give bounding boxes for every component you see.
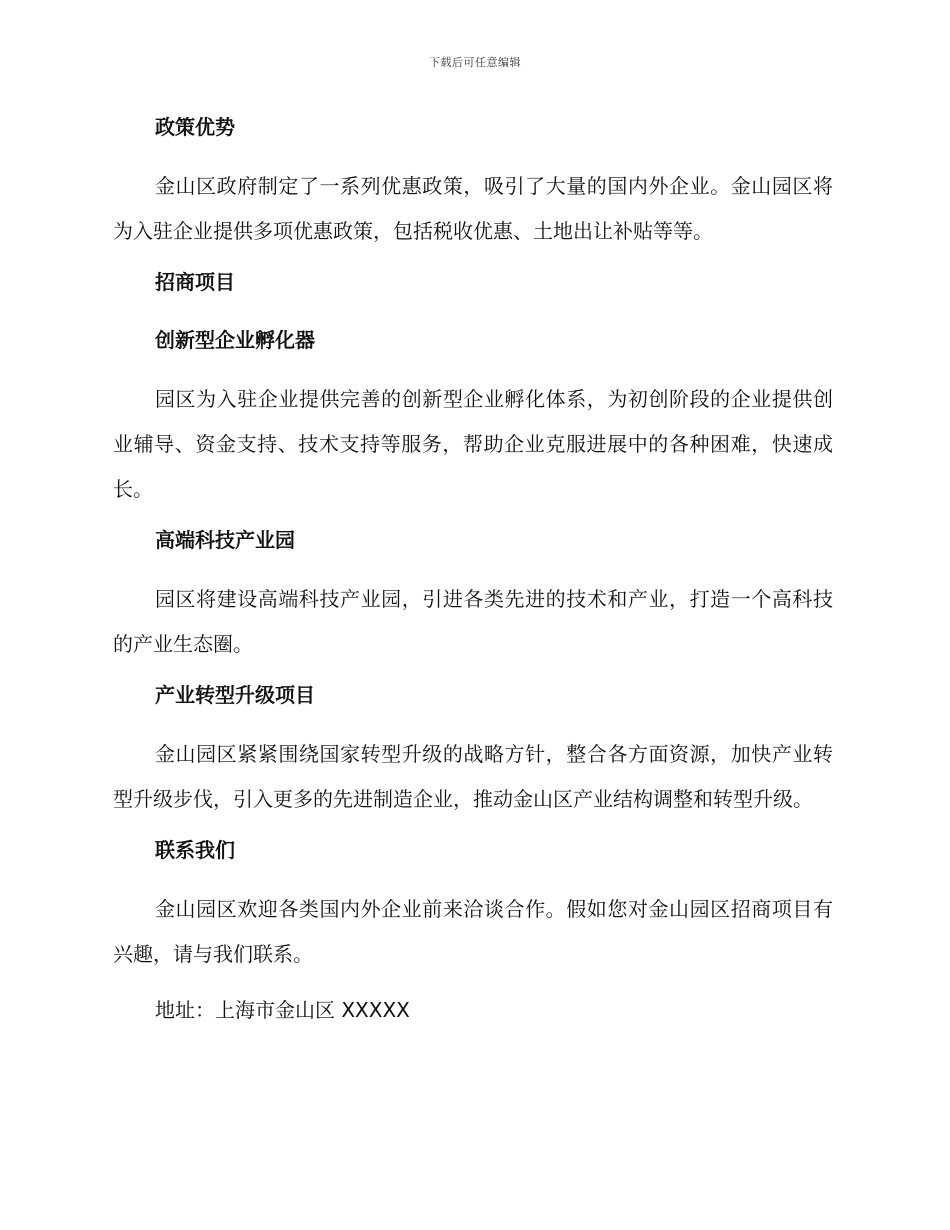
subheading-incubator: 创新型企业孵化器 [155,328,315,352]
document-body [113,110,833,1033]
section-heading-contact: 联系我们 [155,838,235,862]
subheading-tech-park: 高端科技产业园 [155,528,295,552]
section-heading-projects: 招商项目 [155,270,235,294]
paragraph-tech-park: 园区将建设高端科技产业园，引进各类先进的技术和产业，打造一个高科技的产业生态圈。 [113,587,833,656]
page-header-note: 下载后可任意编辑 [429,56,521,69]
paragraph-transformation: 金山园区紧紧围绕国家转型升级的战略方针，整合各方面资源，加快产业转型升级步伐，引入更多的先进制造企业，推动金山区产业结构调整和转型升级。 [113,742,833,811]
subheading-transformation: 产业转型升级项目 [155,683,315,707]
section-heading-policy: 政策优势 [155,115,235,139]
paragraph-policy: 金山区政府制定了一系列优惠政策，吸引了大量的国内外企业。金山园区将为入驻企业提供多项优惠政策，包括税收优惠、土地出让补贴等等。 [113,174,833,243]
address-line: 地址：上海市金山区 XXXXX [155,998,410,1022]
paragraph-contact: 金山园区欢迎各类国内外企业前来洽谈合作。假如您对金山园区招商项目有兴趣，请与我们联系。 [113,897,833,966]
paragraph-incubator: 园区为入驻企业提供完善的创新型企业孵化体系，为初创阶段的企业提供创业辅导、资金支持、技术支持等服务，帮助企业克服进展中的各种困难，快速成长。 [113,387,833,501]
